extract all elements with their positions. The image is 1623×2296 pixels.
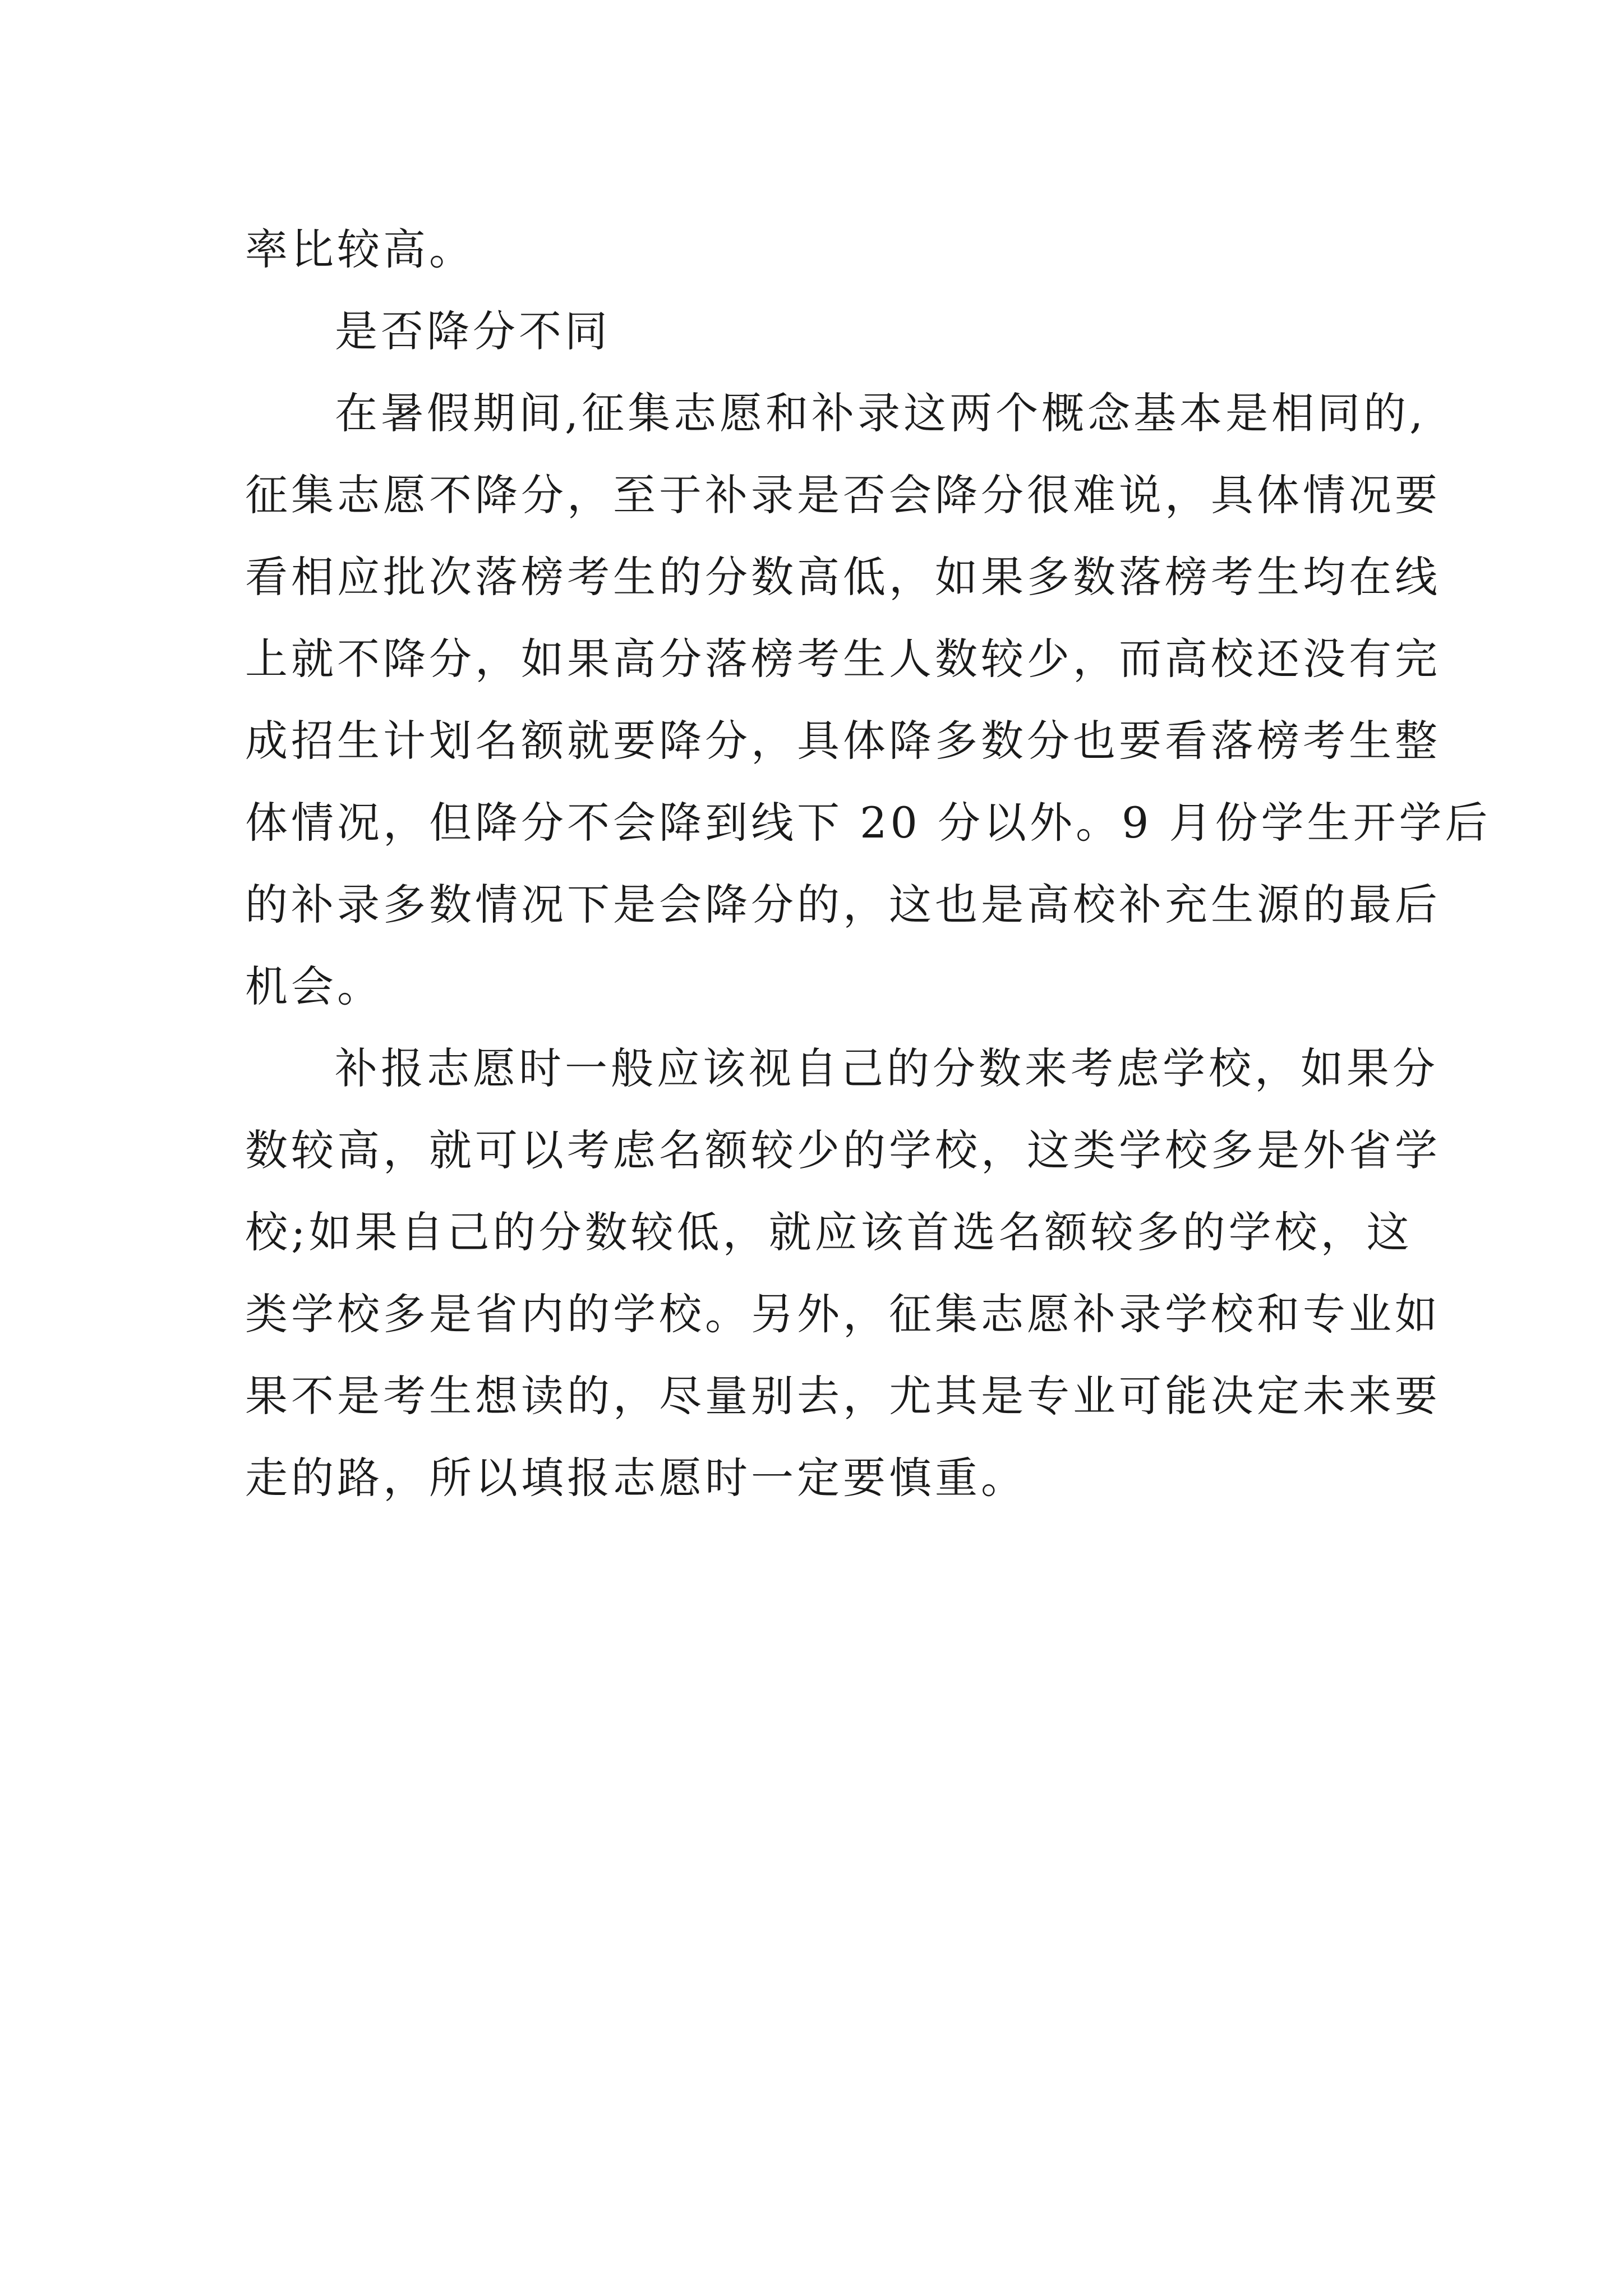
paragraph-line: 征集志愿不降分，至于补录是否会降分很难说，具体情况要 [245,470,1441,520]
section-heading: 是否降分不同 [335,306,611,356]
paragraph-line: 成招生计划名额就要降分，具体降多数分也要看落榜考生整 [245,716,1441,766]
paragraph-line: 数较高，就可以考虑名额较少的学校，这类学校多是外省学 [245,1125,1441,1175]
paragraph-line: 机会。 [245,961,383,1011]
paragraph-line: 率比较高。 [245,224,475,274]
paragraph-line: 果不是考生想读的，尽量别去，尤其是专业可能决定未来要 [245,1371,1441,1421]
paragraph-line: 走的路，所以填报志愿时一定要慎重。 [245,1453,1027,1503]
paragraph-line: 在暑假期间,征集志愿和补录这两个概念基本是相同的, [335,388,1427,438]
paragraph-line: 上就不降分，如果高分落榜考生人数较少，而高校还没有完 [245,634,1441,684]
paragraph-line: 补报志愿时一般应该视自己的分数来考虑学校，如果分 [335,1043,1438,1093]
document-body [245,209,1491,1519]
paragraph-line: 的补录多数情况下是会降分的，这也是高校补充生源的最后 [245,880,1441,930]
paragraph-line: 看相应批次落榜考生的分数高低，如果多数落榜考生均在线 [245,552,1441,602]
paragraph-line: 体情况，但降分不会降到线下 20 分以外。9 月份学生开学后 [245,798,1491,848]
paragraph-line: 校;如果自己的分数较低，就应该首选名额较多的学校，这 [245,1207,1413,1257]
paragraph-line: 类学校多是省内的学校。另外，征集志愿补录学校和专业如 [245,1289,1441,1339]
